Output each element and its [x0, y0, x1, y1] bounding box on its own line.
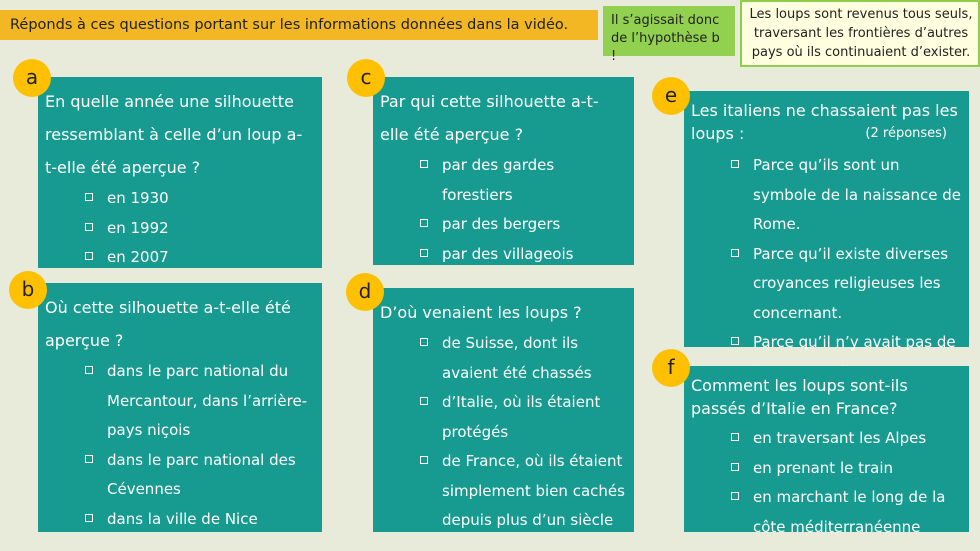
option-item[interactable]: dans le parc national du Mercantour, dans l’arrière-pays niçois [85, 357, 314, 446]
checkbox-icon[interactable] [420, 456, 428, 464]
option-item[interactable]: Parce qu’ils sont un symbole de la naissance de Rome. [731, 151, 961, 240]
badge-f: f [652, 349, 690, 387]
checkbox-icon[interactable] [420, 249, 428, 257]
option-list [380, 329, 626, 536]
checkbox-icon[interactable] [731, 249, 739, 257]
checkbox-icon[interactable] [731, 492, 739, 500]
option-item[interactable]: en 2007 [85, 243, 314, 273]
checkbox-icon[interactable] [420, 397, 428, 405]
option-item[interactable]: Parce qu’il n’y avait pas de [731, 328, 961, 387]
question-box-f [684, 366, 969, 536]
question-text: Comment les loups sont-ils passés d’Italie en France? [691, 376, 908, 418]
question-text: D’où venaient les loups ? [380, 303, 582, 322]
option-list [691, 151, 961, 387]
option-item[interactable]: par des villageois [420, 240, 626, 270]
option-item[interactable]: en marchant le long de la côte méditerranéenne [731, 483, 961, 542]
hypothesis-note: Il s’agissait donc de l’hypothèse b ! [603, 6, 735, 56]
checkbox-icon[interactable] [85, 223, 93, 231]
checkbox-icon[interactable] [85, 455, 93, 463]
question-text: Par qui cette silhouette a-t-elle été aperçue ? [380, 92, 599, 144]
instruction-banner: Réponds à ces questions portant sur les informations données dans la vidéo. [0, 10, 598, 40]
option-item[interactable]: par des bergers [420, 210, 626, 240]
checkbox-icon[interactable] [420, 160, 428, 168]
answer-count: (2 réponses) [865, 126, 947, 141]
option-list [45, 357, 314, 534]
option-item[interactable]: de France, où ils étaient simplement bien cachés depuis plus d’un siècle [420, 447, 626, 536]
question-box-c [373, 77, 634, 265]
badge-b: b [9, 271, 47, 309]
checkbox-icon[interactable] [731, 433, 739, 441]
option-list [380, 151, 626, 269]
question-box-e [684, 91, 969, 351]
checkbox-icon[interactable] [85, 366, 93, 374]
option-item[interactable]: d’Italie, où ils étaient protégés [420, 388, 626, 447]
checkbox-icon[interactable] [731, 160, 739, 168]
option-item[interactable]: par des gardes forestiers [420, 151, 626, 210]
option-item[interactable]: en prenant le train [731, 454, 961, 484]
checkbox-icon[interactable] [420, 219, 428, 227]
question-box-d [373, 288, 634, 532]
option-item[interactable]: en 1930 [85, 184, 314, 214]
option-item[interactable]: dans la ville de Nice [85, 505, 314, 535]
question-text: Les italiens ne chassaient pas les loups : (2 réponses) [691, 101, 958, 143]
question-box-b [38, 283, 322, 532]
badge-e: e [652, 77, 690, 115]
option-item[interactable]: Parce qu’il existe diverses croyances religieuses les concernant. [731, 240, 961, 329]
question-box-a [38, 77, 322, 268]
option-item[interactable]: dans le parc national des Cévennes [85, 446, 314, 505]
checkbox-icon[interactable] [85, 514, 93, 522]
option-list [691, 424, 961, 542]
option-list [45, 184, 314, 273]
option-item[interactable]: en traversant les Alpes [731, 424, 961, 454]
checkbox-icon[interactable] [85, 252, 93, 260]
checkbox-icon[interactable] [85, 193, 93, 201]
option-item[interactable]: en 1992 [85, 214, 314, 244]
badge-c: c [347, 59, 385, 97]
checkbox-icon[interactable] [420, 338, 428, 346]
badge-a: a [13, 59, 51, 97]
question-text: Où cette silhouette a-t-elle été aperçue ? [45, 298, 291, 350]
checkbox-icon[interactable] [731, 463, 739, 471]
question-text: En quelle année une silhouette ressemblant à celle d’un loup a-t-elle été aperçue ? [45, 92, 303, 177]
checkbox-icon[interactable] [731, 337, 739, 345]
option-item[interactable]: de Suisse, dont ils avaient été chassés [420, 329, 626, 388]
badge-d: d [346, 273, 384, 311]
answer-note: Les loups sont revenus tous seuls, traversant les frontières d’autres pays où ils continuaient d’exister. [740, 0, 980, 67]
